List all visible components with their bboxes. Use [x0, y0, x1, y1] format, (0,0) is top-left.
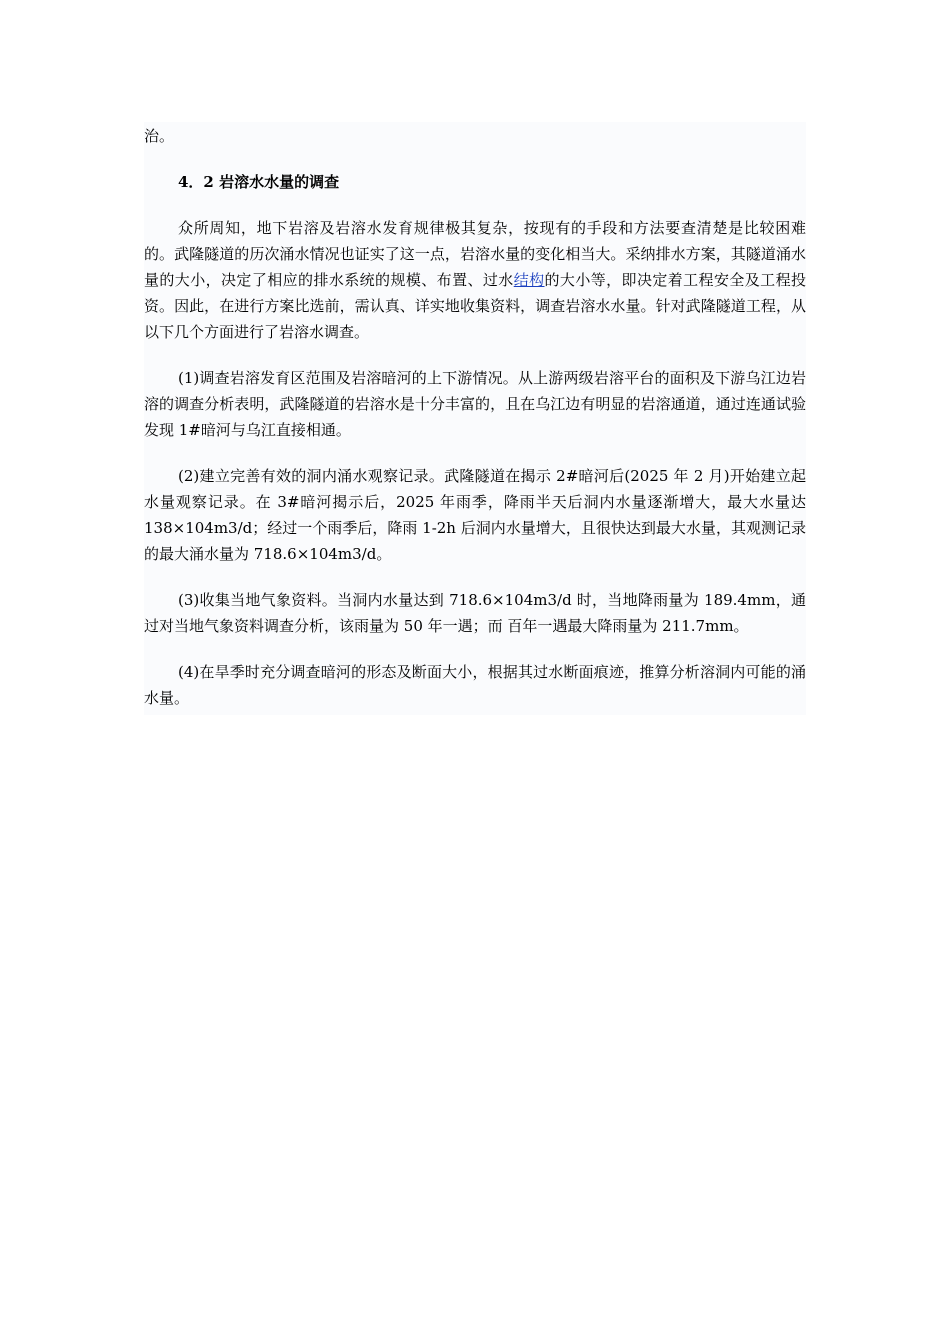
- paragraph-item-2: (2)建立完善有效的洞内涌水观察记录。武隆隧道在揭示 2#暗河后(2025 年 2 月)开始建立起水量观察记录。在 3#暗河揭示后，2025 年雨季，降雨半天后洞内水量逐渐增大，最大水量达 138×104m3/d；经过一个雨季后，降雨 1-2h 后洞内水量增大，且很快达到最大水量，其观测记录的最大涌水量为 718.6×104m3/d。: [144, 467, 806, 563]
- paragraph-intro-after: 的大小等，即决定着工程安全及工程投资。因此，在进行方案比选前，需认真、详实地收集资料，调查岩溶水水量。针对武隆隧道工程，从以下几个方面进行了岩溶水调查。: [144, 271, 806, 341]
- document-body: [144, 122, 806, 715]
- paragraph-intro: [144, 215, 806, 345]
- continuation-text: 治。: [144, 127, 175, 145]
- paragraph-item-1: (1)调查岩溶发育区范围及岩溶暗河的上下游情况。从上游两级岩溶平台的面积及下游乌江边岩溶的调查分析表明，武隆隧道的岩溶水是十分丰富的，且在乌江边有明显的岩溶通道，通过连通试验发现 1#暗河与乌江直接相通。: [144, 369, 806, 439]
- structure-link[interactable]: 结构: [513, 271, 545, 289]
- paragraph-item-3: (3)收集当地气象资料。当洞内水量达到 718.6×104m3/d 时，当地降雨量为 189.4mm，通过对当地气象资料调查分析，该雨量为 50 年一遇；而 百年一遇最大降雨量为 211.7mm。: [144, 591, 806, 635]
- paragraph-item-4: (4)在旱季时充分调查暗河的形态及断面大小，根据其过水断面痕迹，推算分析溶洞内可能的涌水量。: [144, 663, 806, 707]
- section-heading: 4．2 岩溶水水量的调查: [178, 173, 340, 191]
- paragraph-intro-before: 众所周知，地下岩溶及岩溶水发育规律极其复杂，按现有的手段和方法要查清楚是比较困难的。武隆隧道的历次涌水情况也证实了这一点，岩溶水量的变化相当大。采纳排水方案，其隧道涌水量的大小，决定了相应的排水系统的规模、布置、过水: [144, 219, 806, 289]
